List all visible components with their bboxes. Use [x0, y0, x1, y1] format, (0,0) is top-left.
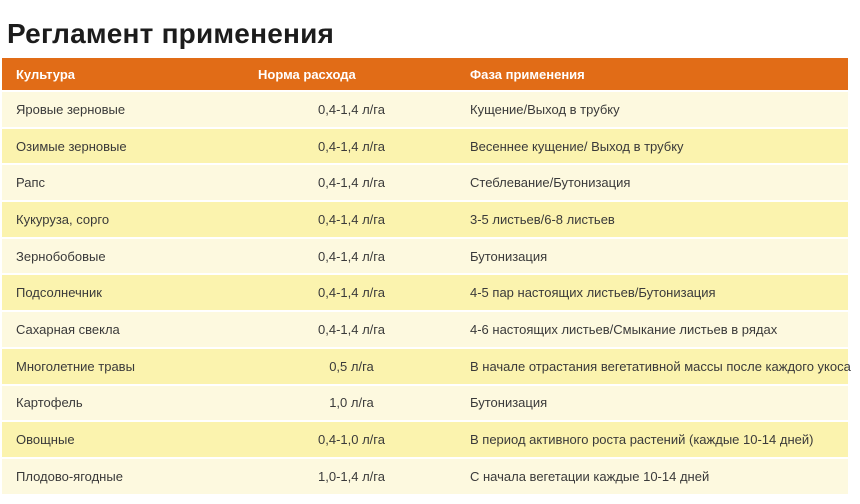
culture-cell: Плодово-ягодные: [16, 468, 123, 484]
rate-cell: 0,4-1,4 л/га: [318, 138, 385, 154]
phase-cell: Стеблевание/Бутонизация: [470, 175, 631, 191]
table-row: [2, 202, 848, 237]
phase-cell: С начала вегетации каждые 10-14 дней: [470, 468, 710, 484]
phase-cell: В период активного роста растений (каждые 10-14 дней): [470, 432, 814, 448]
page-title: Регламент применения: [7, 17, 335, 49]
phase-cell: Бутонизация: [470, 395, 548, 411]
phase-cell: 3-5 листьев/6-8 листьев: [470, 211, 615, 227]
phase-cell: Бутонизация: [470, 248, 548, 264]
culture-cell: Многолетние травы: [16, 358, 135, 374]
phase-cell: 4-6 настоящих листьев/Смыкание листьев в рядах: [470, 321, 778, 337]
table-body: [2, 92, 851, 494]
phase-cell: В начале отрастания вегетативной массы после каждого укоса: [470, 358, 851, 374]
table-row: [2, 239, 848, 274]
table-row: [2, 129, 848, 164]
table-row: [2, 349, 851, 384]
rate-cell: 0,4-1,4 л/га: [318, 101, 385, 117]
table-row: [2, 312, 848, 347]
table-row: [2, 386, 848, 421]
phase-cell: 4-5 пар настоящих листьев/Бутонизация: [470, 285, 716, 301]
phase-cell: Кущение/Выход в трубку: [470, 101, 620, 117]
column-header-culture: Культура: [16, 66, 76, 82]
table-row: [2, 92, 848, 127]
rate-cell: 0,5 л/га: [329, 358, 374, 374]
rate-cell: 1,0 л/га: [329, 395, 374, 411]
rate-cell: 0,4-1,0 л/га: [318, 432, 385, 448]
rate-cell: 0,4-1,4 л/га: [318, 175, 385, 191]
table-row: [2, 275, 848, 310]
rate-cell: 1,0-1,4 л/га: [318, 468, 385, 484]
culture-cell: Сахарная свекла: [16, 321, 120, 337]
rate-cell: 0,4-1,4 л/га: [318, 211, 385, 227]
rate-cell: 0,4-1,4 л/га: [318, 321, 385, 337]
culture-cell: Яровые зерновые: [16, 101, 126, 117]
phase-cell: Весеннее кущение/ Выход в трубку: [470, 138, 684, 154]
culture-cell: Зернобобовые: [16, 248, 106, 264]
column-header-rate: Норма расхода: [258, 66, 356, 82]
rate-cell: 0,4-1,4 л/га: [318, 248, 385, 264]
table-header-row: [2, 58, 848, 90]
culture-cell: Овощные: [16, 432, 75, 448]
table-row: [2, 459, 848, 494]
culture-cell: Подсолнечник: [16, 285, 102, 301]
application-regulation-table: [2, 58, 851, 494]
culture-cell: Кукуруза, сорго: [16, 211, 110, 227]
rate-cell: 0,4-1,4 л/га: [318, 285, 385, 301]
table-row: [2, 165, 848, 200]
column-header-phase: Фаза применения: [470, 66, 585, 82]
culture-cell: Озимые зерновые: [16, 138, 127, 154]
culture-cell: Картофель: [16, 395, 83, 411]
culture-cell: Рапс: [16, 175, 46, 191]
table-row: [2, 422, 848, 457]
